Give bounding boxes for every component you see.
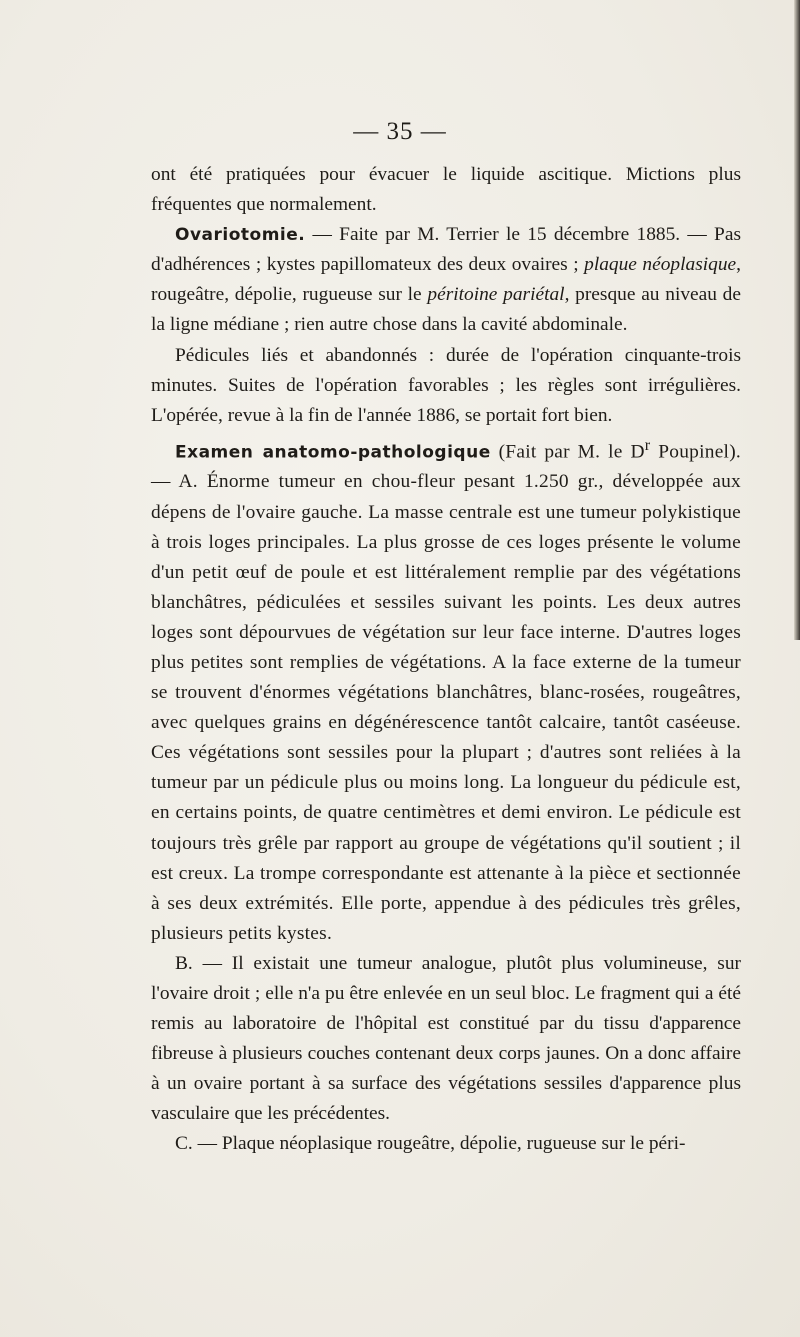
body-text xyxy=(151,160,741,1160)
text-run: , presque au niveau de la ligne médiane ; rien autre chose dans la cavité abdominale. xyxy=(151,284,741,336)
text-run: Poupinel). — A. Énorme tumeur en chou-fleur pesant 1.250 gr., développée aux dépens de l'ovaire gauche. La masse centrale est une tumeur polykistique à trois loges principales. La plus grosse de ces loges présente le volume d'un petit œuf de poule et est littéralement remplie par des végétations blanchâtres, pédiculées et sessiles suivant les points. Les deux autres loges sont dépourvues de végétation sur leur face interne. D'autres loges plus petites sont remplies de végétations. A la face externe de la tumeur se trouvent d'énormes végétations blanchâtres, blanc-rosées, rougeâtres, avec quelques grains en dégénérescence tantôt calcaire, tantôt caséeuse. Ces végétations sont sessiles pour la plupart ; d'autres sont reliées à la tumeur par un pédicule plus ou moins long. La longueur du pédicule est, en certains points, de quatre centimètres et demi environ. Le pédicule est toujours très grêle par rapport au groupe de végétations qu'il soutient ; il est creux. La trompe correspondante est attenante à la pièce et sectionnée à ses deux extrémités. Elle porte, appendue à des pédicules très grêles, plusieurs petits kystes. xyxy=(151,441,741,944)
paragraph-intro: ont été pratiquées pour évacuer le liquide ascitique. Mictions plus fréquentes que normalement. xyxy=(151,164,741,216)
paragraph-examen xyxy=(151,431,741,949)
paragraph-pedicules: Pédicules liés et abandonnés : durée de l'opération cinquante-trois minutes. Suites de l'opération favorables ; les règles sont irrégulières. L'opérée, revue à la fin de l'année 1886, se portait fort bien. xyxy=(151,344,741,426)
italic-run: péritoine pariétal xyxy=(427,284,565,306)
text-run: (Fait par M. le D xyxy=(490,441,645,463)
paragraph-c: C. — Plaque néoplasique rougeâtre, dépolie, rugueuse sur le péri- xyxy=(175,1133,686,1155)
paragraph-b: B. — Il existait une tumeur analogue, plutôt plus volumineuse, sur l'ovaire droit ; elle n'a pu être enlevée en un seul bloc. Le fragment qui a été remis au laboratoire de l'hôpital est constitué par du tissu d'apparence fibreuse à plusieurs couches contenant deux corps jaunes. On a donc affaire à un ovaire portant à sa surface des végétations sessiles d'apparence plus vasculaire que les précédentes. xyxy=(151,952,741,1125)
section-heading-examen: Examen anatomo-pathologique xyxy=(175,442,491,463)
superscript: r xyxy=(644,436,651,454)
page-edge-shadow xyxy=(794,0,800,640)
section-heading-ovariotomie: Ovariotomie. xyxy=(175,225,306,246)
text-run: — Faite par M. Terrier le 15 décembre 1885. — Pas d'adhérences ; kystes papillomateux des deux ovaires ; xyxy=(151,224,741,276)
italic-run: plaque néoplasique xyxy=(584,254,737,276)
page-number: — 35 — xyxy=(353,118,447,145)
paragraph-ovariotomie xyxy=(151,220,741,340)
text-run: , rougeâtre, dépolie, rugueuse sur le xyxy=(151,254,741,306)
